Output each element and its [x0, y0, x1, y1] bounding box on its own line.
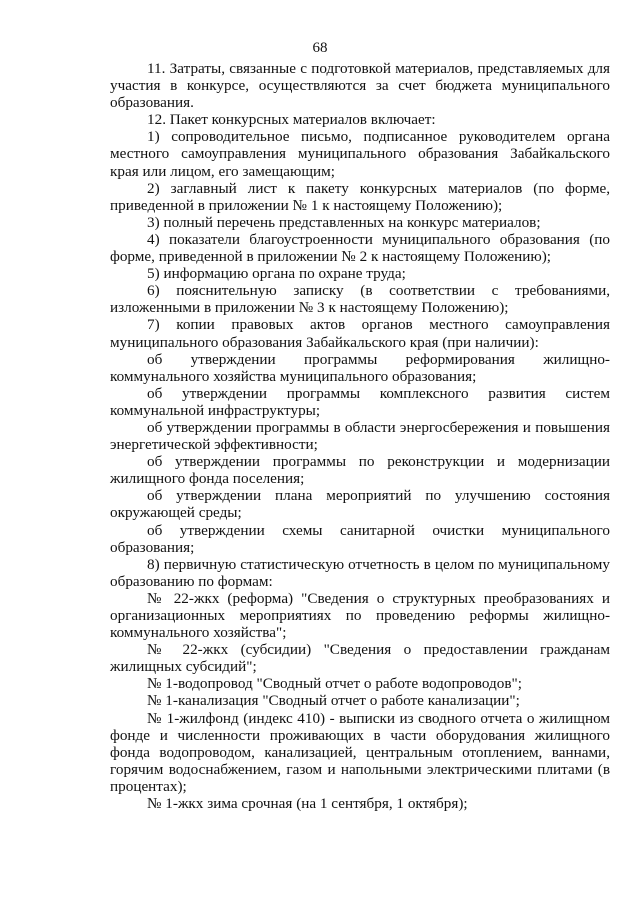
list-item-8: 8) первичную статистическую отчетность в целом по муниципальному образованию по формам: [110, 555, 610, 590]
paragraph-item-12: 12. Пакет конкурсных материалов включает: [147, 111, 436, 129]
list-item-3: 3) полный перечень представленных на конкурс материалов; [147, 213, 541, 231]
form-item-1-winter: № 1-жкх зима срочная (на 1 сентября, 1 октября); [147, 795, 468, 813]
list-item-2: 2) заглавный лист к пакету конкурсных материалов (по форме, приведенной в приложении № 1 к настоящему Положению); [110, 179, 610, 214]
paragraph-item-11: 11. Затраты, связанные с подготовкой материалов, представляемых для участия в конкурсе, осуществляются за счет бюджета муниципального образования. [110, 60, 610, 112]
list-item-5: 5) информацию органа по охране труда; [147, 265, 406, 283]
sub-item-environment: об утверждении плана мероприятий по улучшению состояния окружающей среды; [110, 487, 610, 522]
form-item-1-sewer: № 1-канализация "Сводный отчет о работе канализации"; [147, 692, 520, 710]
form-item-1-housing: № 1-жилфонд (индекс 410) - выписки из сводного отчета о жилищном фонде и численности проживающих в части оборудования жилищного фонда водопроводом, канализацией, центральным отоплением, ваннами, горячим водоснабжением, газом и напольными электрическими плитами (в процентах); [110, 709, 610, 795]
sub-item-sanitary-cleaning: об утверждении схемы санитарной очистки муниципального образования; [110, 521, 610, 556]
form-item-22-subsidies: № 22-жкх (субсидии) "Сведения о предоставлении гражданам жилищных субсидий"; [110, 641, 610, 676]
sub-item-housing-modernization: об утверждении программы по реконструкции и модернизации жилищного фонда поселения; [110, 453, 610, 488]
form-item-22-reform: № 22-жкх (реформа) "Сведения о структурных преобразованиях и организационных мероприятиях по проведению реформы жилищно-коммунального хозяйства"; [110, 589, 610, 642]
page-number: 68 [312, 40, 328, 56]
list-item-1: 1) сопроводительное письмо, подписанное руководителем органа местного самоуправления муниципального образования Забайкальского края или лицом, его замещающим; [110, 128, 610, 180]
document-body [110, 60, 610, 812]
sub-item-energy-saving: об утверждении программы в области энергосбережения и повышения энергетической эффективности; [110, 418, 610, 454]
sub-item-infrastructure: об утверждении программы комплексного развития систем коммунальной инфраструктуры; [110, 384, 610, 419]
sub-item-housing-reform: об утверждении программы реформирования жилищно-коммунального хозяйства муниципального образования; [110, 350, 610, 385]
list-item-4: 4) показатели благоустроенности муниципального образования (по форме, приведенной в приложении № 2 к настоящему Положению); [110, 230, 610, 266]
list-item-7: 7) копии правовых актов органов местного самоуправления муниципального образования Забайкальского края (при наличии): [110, 316, 610, 351]
form-item-1-water: № 1-водопровод "Сводный отчет о работе водопроводов"; [147, 675, 522, 693]
list-item-6: 6) пояснительную записку (в соответствии с требованиями, изложенными в приложении № 3 к настоящему Положению); [110, 282, 610, 317]
